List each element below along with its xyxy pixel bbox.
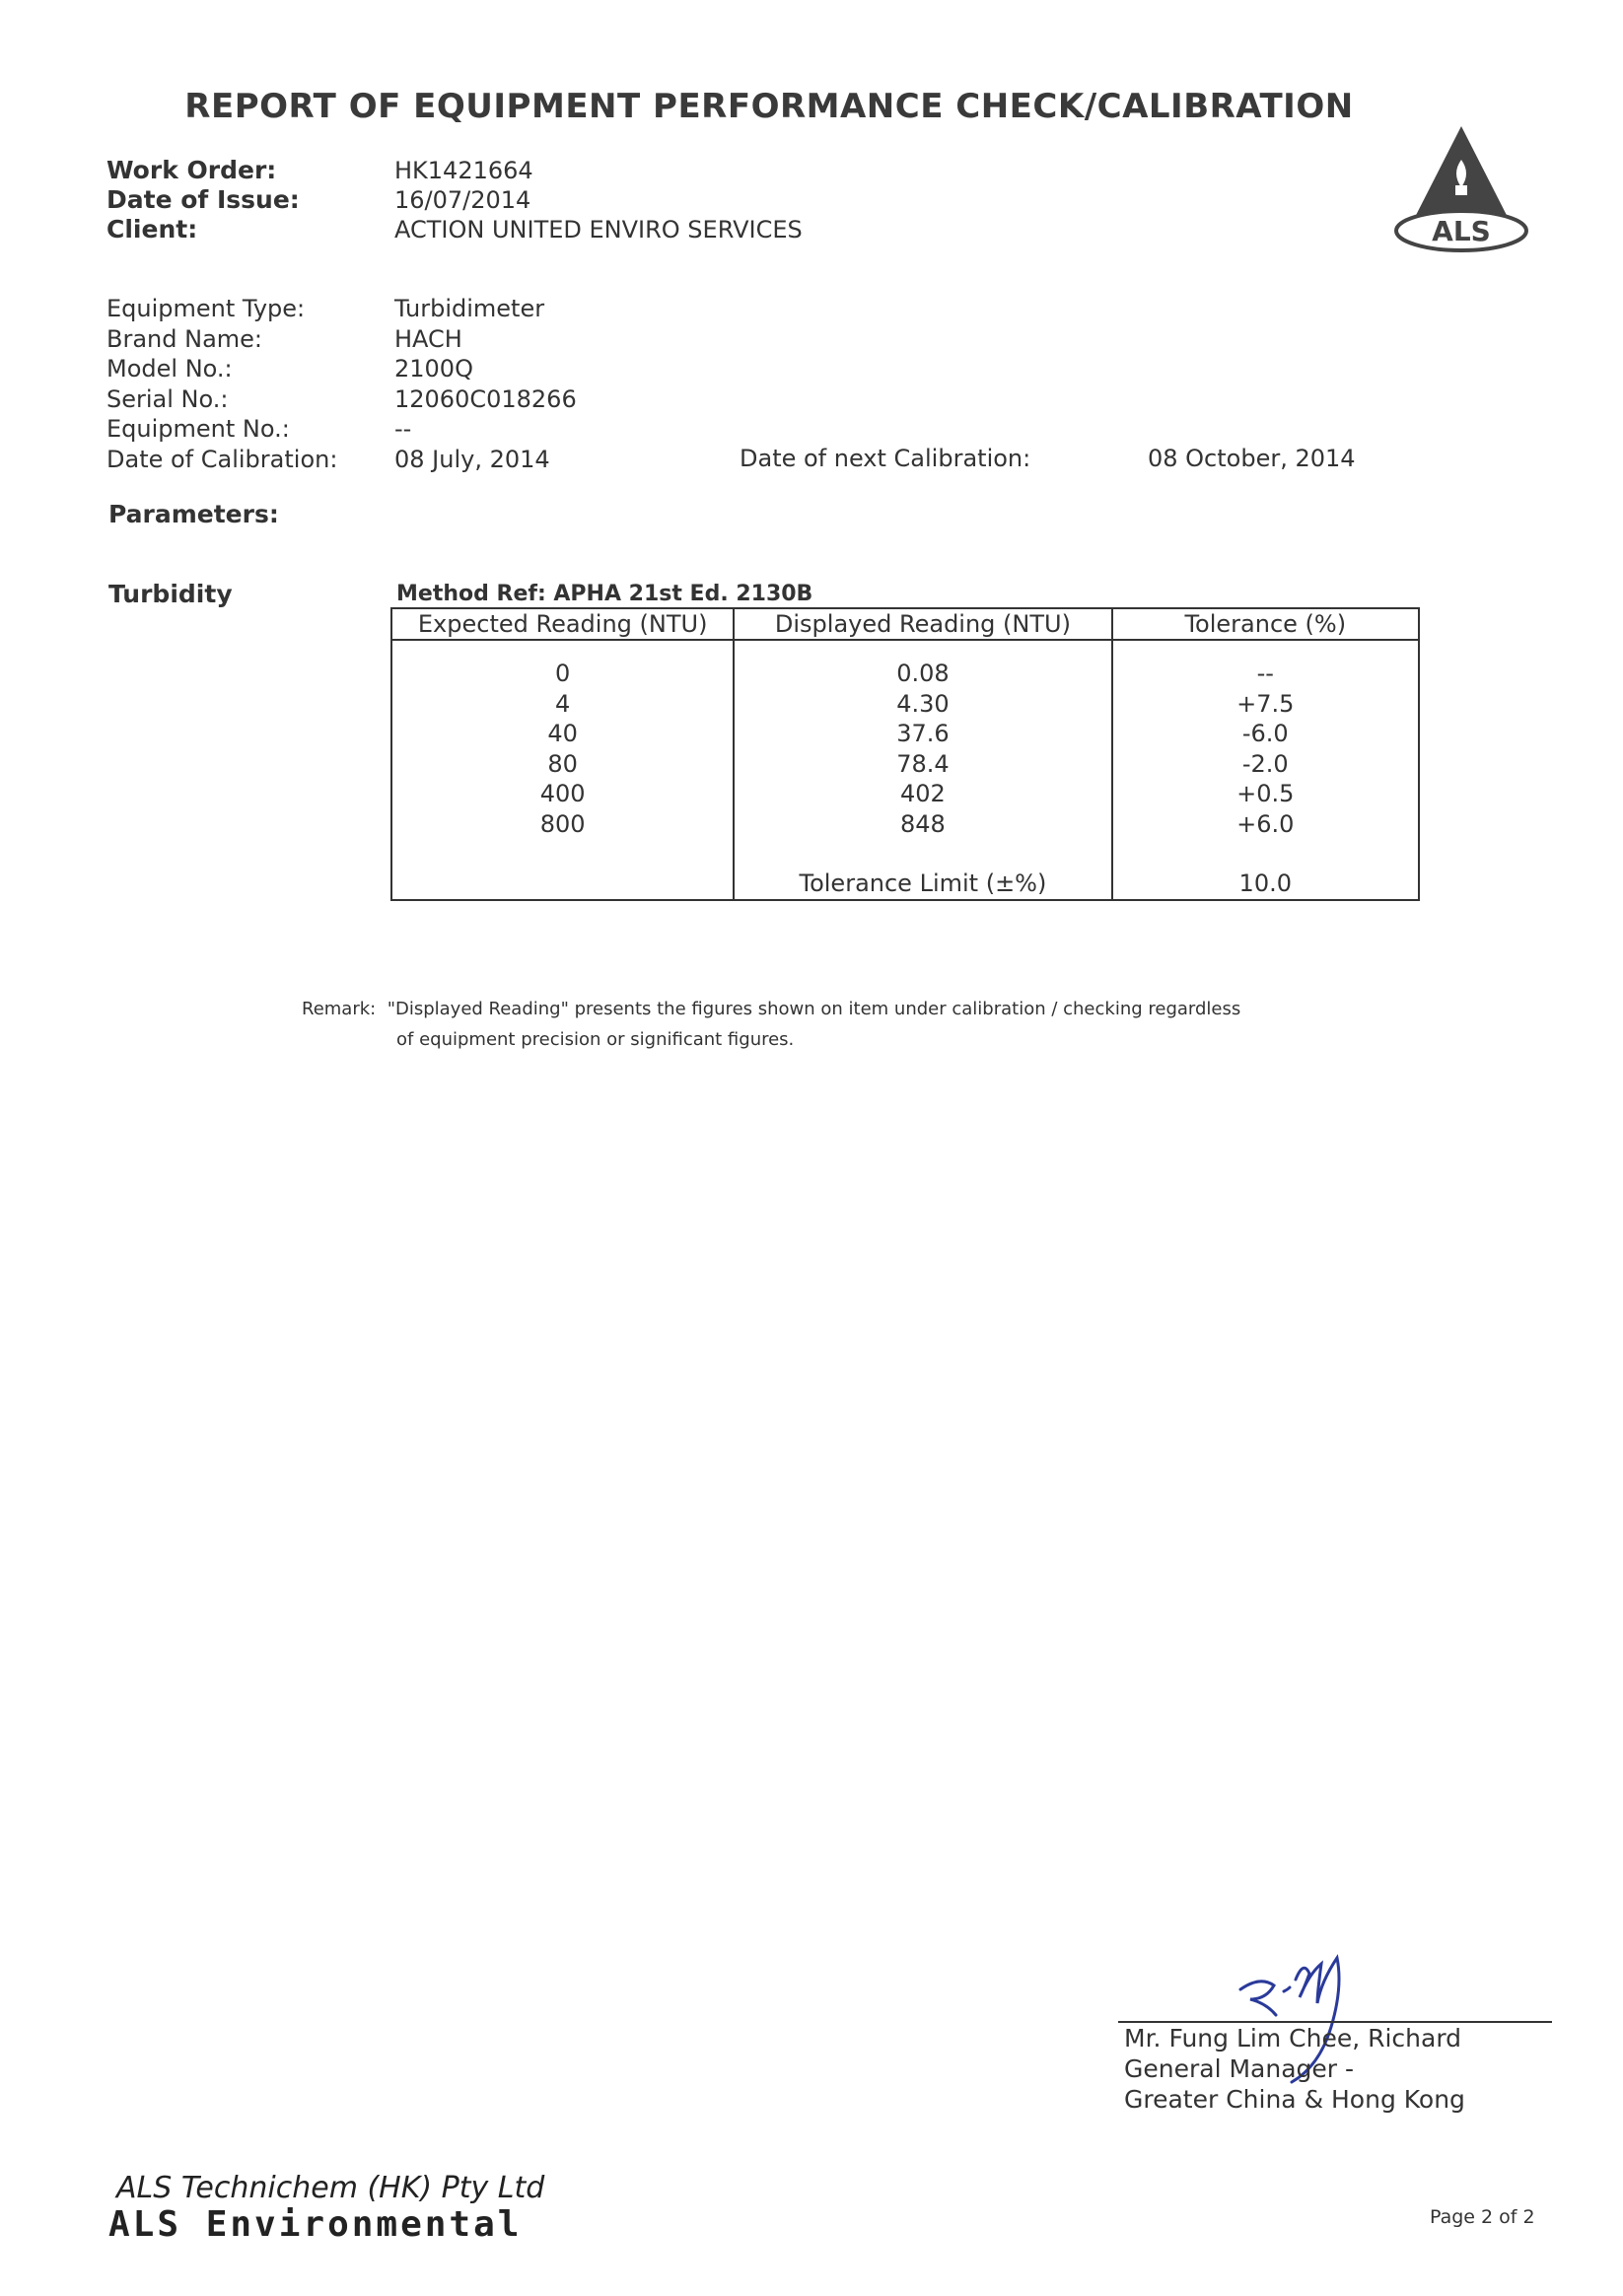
date-of-issue-label: Date of Issue: [106,185,300,214]
page-number: Page 2 of 2 [1430,2206,1535,2228]
displayed-reading-cell: 78.4 [734,749,1111,780]
signatory-title: General Manager - [1124,2054,1355,2083]
work-order-label: Work Order: [106,156,277,184]
tolerance-limit-value: 10.0 [1112,869,1419,900]
tolerance-cell: -6.0 [1112,719,1419,749]
expected-reading-cell: 400 [391,779,734,809]
tolerance-cell: +7.5 [1112,689,1419,720]
equipment-values [394,294,577,474]
header-values [394,156,803,244]
expected-reading-cell: 0 [391,640,734,689]
equipment-no-label: Equipment No.: [106,415,290,443]
tolerance-limit-label: Tolerance Limit (±%) [734,869,1111,900]
serial-no-label: Serial No.: [106,384,229,413]
expected-reading-cell: 800 [391,809,734,840]
model-no-label: Model No.: [106,355,233,383]
table-row [391,689,1419,720]
signatory-region: Greater China & Hong Kong [1124,2085,1465,2114]
tolerance-cell: +6.0 [1112,809,1419,840]
header-labels [106,156,300,244]
next-calibration-value: 08 October, 2014 [1148,445,1356,472]
table-row [391,779,1419,809]
tolerance-cell: -2.0 [1112,749,1419,780]
logo-text: ALS [1432,215,1491,247]
tolerance-limit-row [391,869,1419,900]
equipment-type-value: Turbidimeter [394,295,545,322]
equipment-no-value: -- [394,415,412,443]
signatory-block [1124,2023,1465,2115]
column-header: Expected Reading (NTU) [391,608,734,640]
tolerance-cell: +0.5 [1112,779,1419,809]
table-row [391,809,1419,840]
displayed-reading-cell: 0.08 [734,640,1111,689]
calibration-table [390,607,1420,901]
brand-name-label: Brand Name: [106,324,263,353]
next-calibration-label: Date of next Calibration: [740,445,1031,472]
table-row [391,640,1419,689]
displayed-reading-cell: 848 [734,809,1111,840]
report-title: REPORT OF EQUIPMENT PERFORMANCE CHECK/CALIBRATION [184,87,1354,126]
remark [302,994,1240,1055]
signatory-name: Mr. Fung Lim Chee, Richard [1124,2024,1462,2052]
serial-no-value: 12060C018266 [394,384,577,413]
table-spacer-row [391,839,1419,869]
date-of-calibration-label: Date of Calibration: [106,445,338,473]
displayed-reading-cell: 4.30 [734,689,1111,720]
equipment-labels [106,294,337,474]
equipment-type-label: Equipment Type: [106,295,306,322]
remark-label: Remark: [302,999,377,1019]
parameter-name: Turbidity [108,580,233,608]
table-header-row [391,608,1419,640]
remark-line-2: of equipment precision or significant figures. [396,1029,795,1050]
expected-reading-cell: 40 [391,719,734,749]
table-row [391,719,1419,749]
column-header: Tolerance (%) [1112,608,1419,640]
als-logo [1390,120,1538,258]
client-value: ACTION UNITED ENVIRO SERVICES [394,216,803,244]
expected-reading-cell: 80 [391,749,734,780]
tolerance-cell: -- [1112,640,1419,689]
displayed-reading-cell: 402 [734,779,1111,809]
expected-reading-cell: 4 [391,689,734,720]
parameters-label: Parameters: [108,500,279,528]
model-no-value: 2100Q [394,355,473,383]
work-order-value: HK1421664 [394,157,533,184]
footer-company: ALS Technichem (HK) Pty Ltd [116,2171,545,2205]
footer-brand-logo: ALS Environmental [108,2204,523,2245]
date-of-calibration-value: 08 July, 2014 [394,445,550,473]
date-of-issue-value: 16/07/2014 [394,186,531,214]
table-row [391,749,1419,780]
displayed-reading-cell: 37.6 [734,719,1111,749]
remark-line-1: "Displayed Reading" presents the figures shown on item under calibration / checking regardless [387,999,1241,1019]
column-header: Displayed Reading (NTU) [734,608,1111,640]
client-label: Client: [106,215,198,244]
brand-name-value: HACH [394,324,462,353]
method-reference: Method Ref: APHA 21st Ed. 2130B [396,582,813,606]
